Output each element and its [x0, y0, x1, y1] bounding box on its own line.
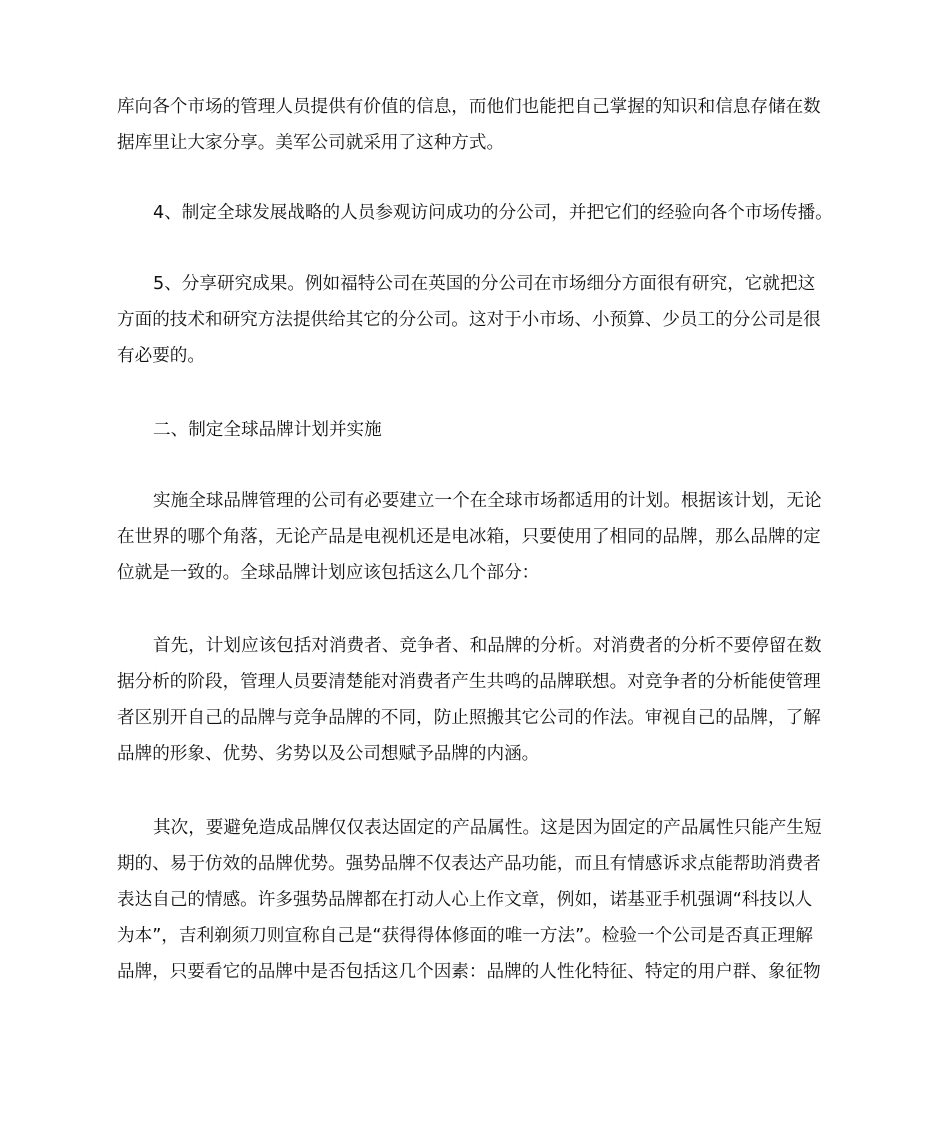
text-line: 有必要的。 [117, 346, 205, 366]
paragraph-point-4 [117, 195, 837, 231]
text-line: 期的、易于仿效的品牌优势。强势品牌不仅表达产品功能，而且有情感诉求点能帮助消费者 [117, 854, 821, 874]
text-line: 据分析的阶段，管理人员要清楚能对消费者产生共鸣的品牌联想。对竞争者的分析能使管理 [117, 672, 821, 692]
text-line: 者区别开自己的品牌与竞争品牌的不同，防止照搬其它公司的作法。审视自己的品牌，了解 [117, 708, 821, 728]
section-heading [117, 412, 837, 448]
text-line: 实施全球品牌管理的公司有必要建立一个在全球市场都适用的计划。根据该计划，无论 [153, 491, 822, 511]
paragraph-point-5 [117, 266, 837, 374]
paragraph-database-sharing [117, 89, 837, 161]
text-line: 在世界的哪个角落，无论产品是电视机还是电冰箱，只要使用了相同的品牌，那么品牌的定 [117, 527, 821, 547]
text-line: 品牌，只要看它的品牌中是否包括这几个因素：品牌的人性化特征、特定的用户群、象征物 [117, 962, 821, 982]
text-line: 首先，计划应该包括对消费者、竞争者、和品牌的分析。对消费者的分析不要停留在数 [153, 636, 822, 656]
text-line: 其次，要避免造成品牌仅仅表达固定的产品属性。这是因为固定的产品属性只能产生短 [153, 818, 822, 838]
paragraph-second [117, 810, 837, 990]
text-line: 5、分享研究成果。例如福特公司在英国的分公司在市场细分方面很有研究，它就把这 [153, 274, 816, 294]
paragraph-global-plan [117, 483, 837, 591]
text-line: 表达自己的情感。许多强势品牌都在打动人心上作文章，例如，诺基亚手机强调“科技以人 [117, 890, 813, 910]
text-line: 品牌的形象、优势、劣势以及公司想赋予品牌的内涵。 [117, 744, 540, 764]
text-line: 方面的技术和研究方法提供给其它的分公司。这对于小市场、小预算、少员工的分公司是很 [117, 310, 821, 330]
text-line: 据库里让大家分享。美军公司就采用了这种方式。 [117, 133, 505, 153]
paragraph-first [117, 628, 837, 772]
text-line: 库向各个市场的管理人员提供有价值的信息，而他们也能把自己掌握的知识和信息存储在数 [117, 97, 821, 117]
text-line: 4、制定全球发展战略的人员参观访问成功的分公司，并把它们的经验向各个市场传播。 [153, 203, 833, 223]
text-line: 为本”，吉利剃须刀则宣称自己是“获得得体修面的唯一方法”。检验一个公司是否真正理解 [117, 926, 813, 946]
section-heading-text: 二、制定全球品牌计划并实施 [153, 420, 382, 440]
text-line: 位就是一致的。全球品牌计划应该包括这么几个部分： [117, 563, 540, 583]
